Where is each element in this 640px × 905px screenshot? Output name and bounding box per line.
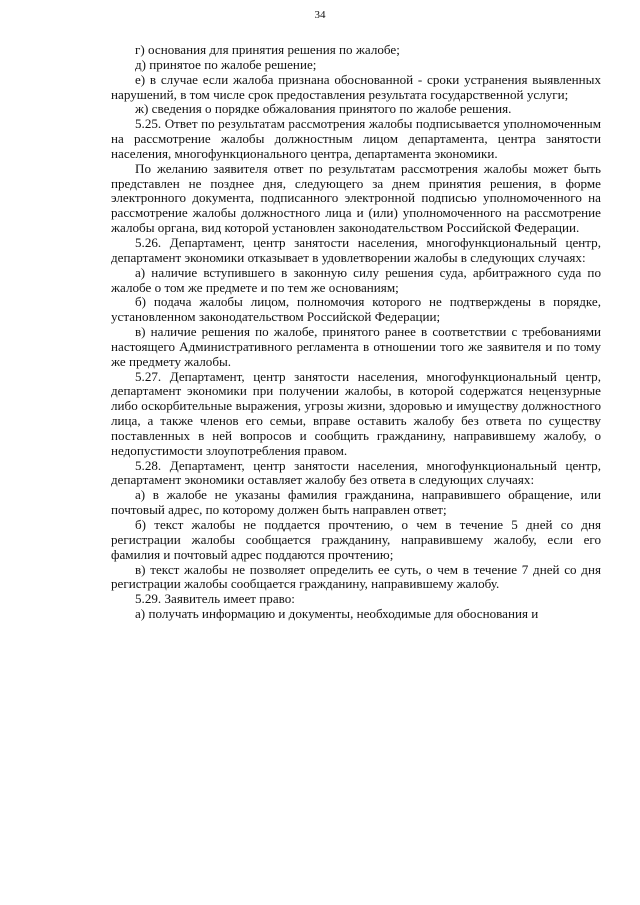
paragraph-5-27: 5.27. Департамент, центр занятости населения, многофункциональный центр, департамент экономики при получении жалобы, в которой содержатся нецензурные либо оскорбительные выражения, угрозы жизни, здоровью и имуществу должностного лица, а также членов его семьи, вправе оставить жалобу без ответа по существу поставленных в ней вопросов и сообщить гражданину, направившему жалобу, о недопустимости злоупотребления правом. xyxy=(111,368,601,458)
paragraph-5-29: 5.29. Заявитель имеет право: xyxy=(135,591,295,607)
paragraph-5-26-b: б) подача жалобы лицом, полномочия которого не подтверждены в порядке, установленном законодательством Российской Федерации; xyxy=(111,294,601,325)
paragraph-5-26: 5.26. Департамент, центр занятости населения, многофункциональный центр, департамент экономики отказывает в удовлетворении жалобы в следующих случаях: xyxy=(111,234,601,265)
paragraph-item-d: д) принятое по жалобе решение; xyxy=(135,56,317,72)
paragraph-5-28-v: в) текст жалобы не позволяет определить ее суть, о чем в течение 7 дней со дня регистрации жалобы сообщается гражданину, направившему жалобу. xyxy=(111,561,601,592)
paragraph-5-28: 5.28. Департамент, центр занятости населения, многофункциональный центр, департамент экономики оставляет жалобу без ответа в следующих случаях: xyxy=(111,457,601,488)
paragraph-5-25: 5.25. Ответ по результатам рассмотрения жалобы подписывается уполномоченным на рассмотрение жалобы должностным лицом департамента, центра занятости населения, многофункционального центра, департамента экономики. xyxy=(111,116,601,161)
paragraph-5-26-v: в) наличие решения по жалобе, принятого ранее в соответствии с требованиями настоящего Административного регламента в отношении того же заявителя и по тому же предмету жалобы. xyxy=(111,324,601,369)
paragraph-5-28-a: а) в жалобе не указаны фамилия гражданина, направившего обращение, или почтовый адрес, по которому должен быть направлен ответ; xyxy=(111,487,601,518)
document-body xyxy=(111,43,601,622)
paragraph-5-26-a: а) наличие вступившего в законную силу решения суда, арбитражного суда по жалобе о том же предмете и по тем же основаниям; xyxy=(111,264,601,295)
paragraph-item-e: е) в случае если жалоба признана обоснованной - сроки устранения выявленных нарушений, в том числе срок предоставления результата государственной услуги; xyxy=(111,71,601,102)
paragraph-item-zh: ж) сведения о порядке обжалования принятого по жалобе решения. xyxy=(135,101,512,117)
paragraph-electronic-answer: По желанию заявителя ответ по результатам рассмотрения жалобы может быть представлен не позднее дня, следующего за днем принятия решения, в форме электронного документа, подписанного электронной подписью уполномоченного на рассмотрение жалобы должностного лица и (или) уполномоченного на рассмотрение жалобы органа, вид которой установлен законодательством Российской Федерации. xyxy=(111,160,601,236)
paragraph-5-29-a: а) получать информацию и документы, необходимые для обоснования и xyxy=(135,606,539,622)
page-number: 34 xyxy=(314,9,326,21)
paragraph-item-g: г) основания для принятия решения по жалобе; xyxy=(135,42,400,57)
paragraph-5-28-b: б) текст жалобы не поддается прочтению, о чем в течение 5 дней со дня регистрации жалобы сообщается гражданину, направившему жалобу, если его фамилия и почтовый адрес поддаются прочтению; xyxy=(111,517,601,562)
